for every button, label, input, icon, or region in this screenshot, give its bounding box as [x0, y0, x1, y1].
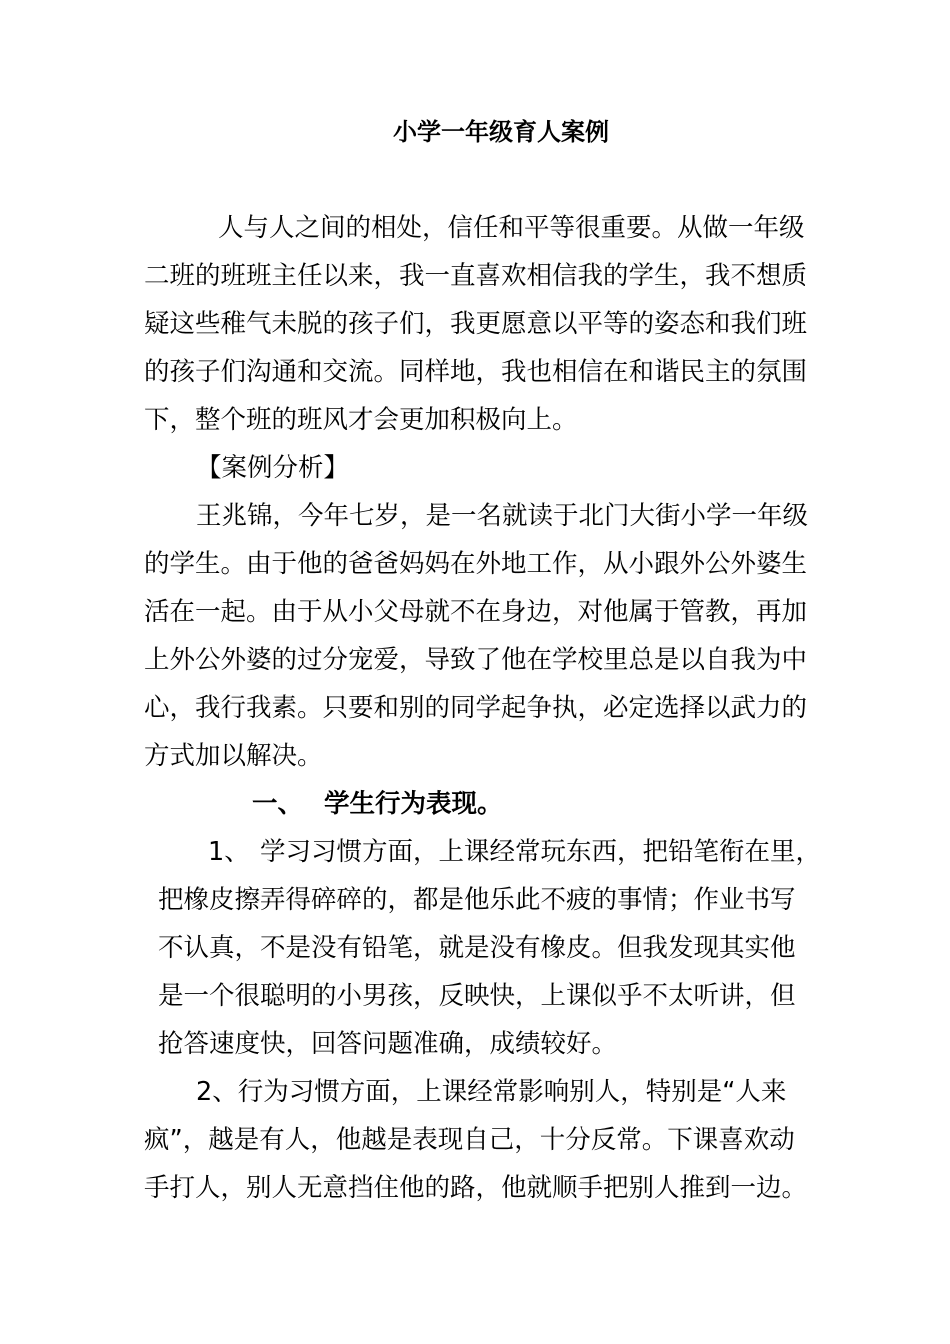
list-item-line: 手打人，别人无意挡住他的路，他就顺手把别人推到一边。: [144, 1173, 808, 1203]
paragraph-line: 王兆锦，今年七岁，是一名就读于北门大街小学一年级: [196, 501, 809, 531]
paragraph-line: 的孩子们沟通和交流。同样地，我也相信在和谐民主的氛围: [144, 357, 808, 387]
list-item-line: 学习习惯方面，上课经常玩东西，把铅笔衔在里，: [260, 837, 822, 867]
list-item-line: 抢答速度快，回答问题准确，成绩较好。: [158, 1029, 618, 1059]
list-item-number: 1、: [208, 837, 250, 867]
section-number: 一、: [252, 789, 304, 819]
section-heading-behavior: 学生行为表现。: [324, 789, 503, 819]
list-item-line: 是一个很聪明的小男孩，反映快，上课似乎不太听讲，但: [158, 981, 796, 1011]
list-item-line: 疯”，越是有人，他越是表现自己，十分反常。下课喜欢动: [144, 1125, 795, 1155]
paragraph-line: 下，整个班的班风才会更加积极向上。: [144, 405, 578, 435]
paragraph-line: 心，我行我素。只要和别的同学起争执，必定选择以武力的: [144, 693, 808, 723]
document-title: 小学一年级育人案例: [393, 118, 609, 146]
paragraph-line: 上外公外婆的过分宠爱，导致了他在学校里总是以自我为中: [144, 645, 808, 675]
paragraph-line: 人与人之间的相处，信任和平等很重要。从做一年级: [218, 213, 805, 243]
paragraph-line: 活在一起。由于从小父母就不在身边，对他属于管教，再加: [144, 597, 808, 627]
list-item-line: 不认真，不是没有铅笔，就是没有橡皮。但我发现其实他: [158, 933, 796, 963]
list-item-line: 把橡皮擦弄得碎碎的，都是他乐此不疲的事情；作业书写: [158, 885, 796, 915]
list-item-line: 2、行为习惯方面，上课经常影响别人，特别是“人来: [196, 1077, 787, 1107]
paragraph-line: 的学生。由于他的爸爸妈妈在外地工作，从小跟外公外婆生: [144, 549, 808, 579]
section-heading-case-analysis: 【案例分析】: [196, 453, 350, 483]
paragraph-line: 二班的班班主任以来，我一直喜欢相信我的学生，我不想质: [144, 261, 808, 291]
paragraph-line: 疑这些稚气未脱的孩子们，我更愿意以平等的姿态和我们班: [144, 309, 808, 339]
paragraph-line: 方式加以解决。: [144, 741, 323, 771]
